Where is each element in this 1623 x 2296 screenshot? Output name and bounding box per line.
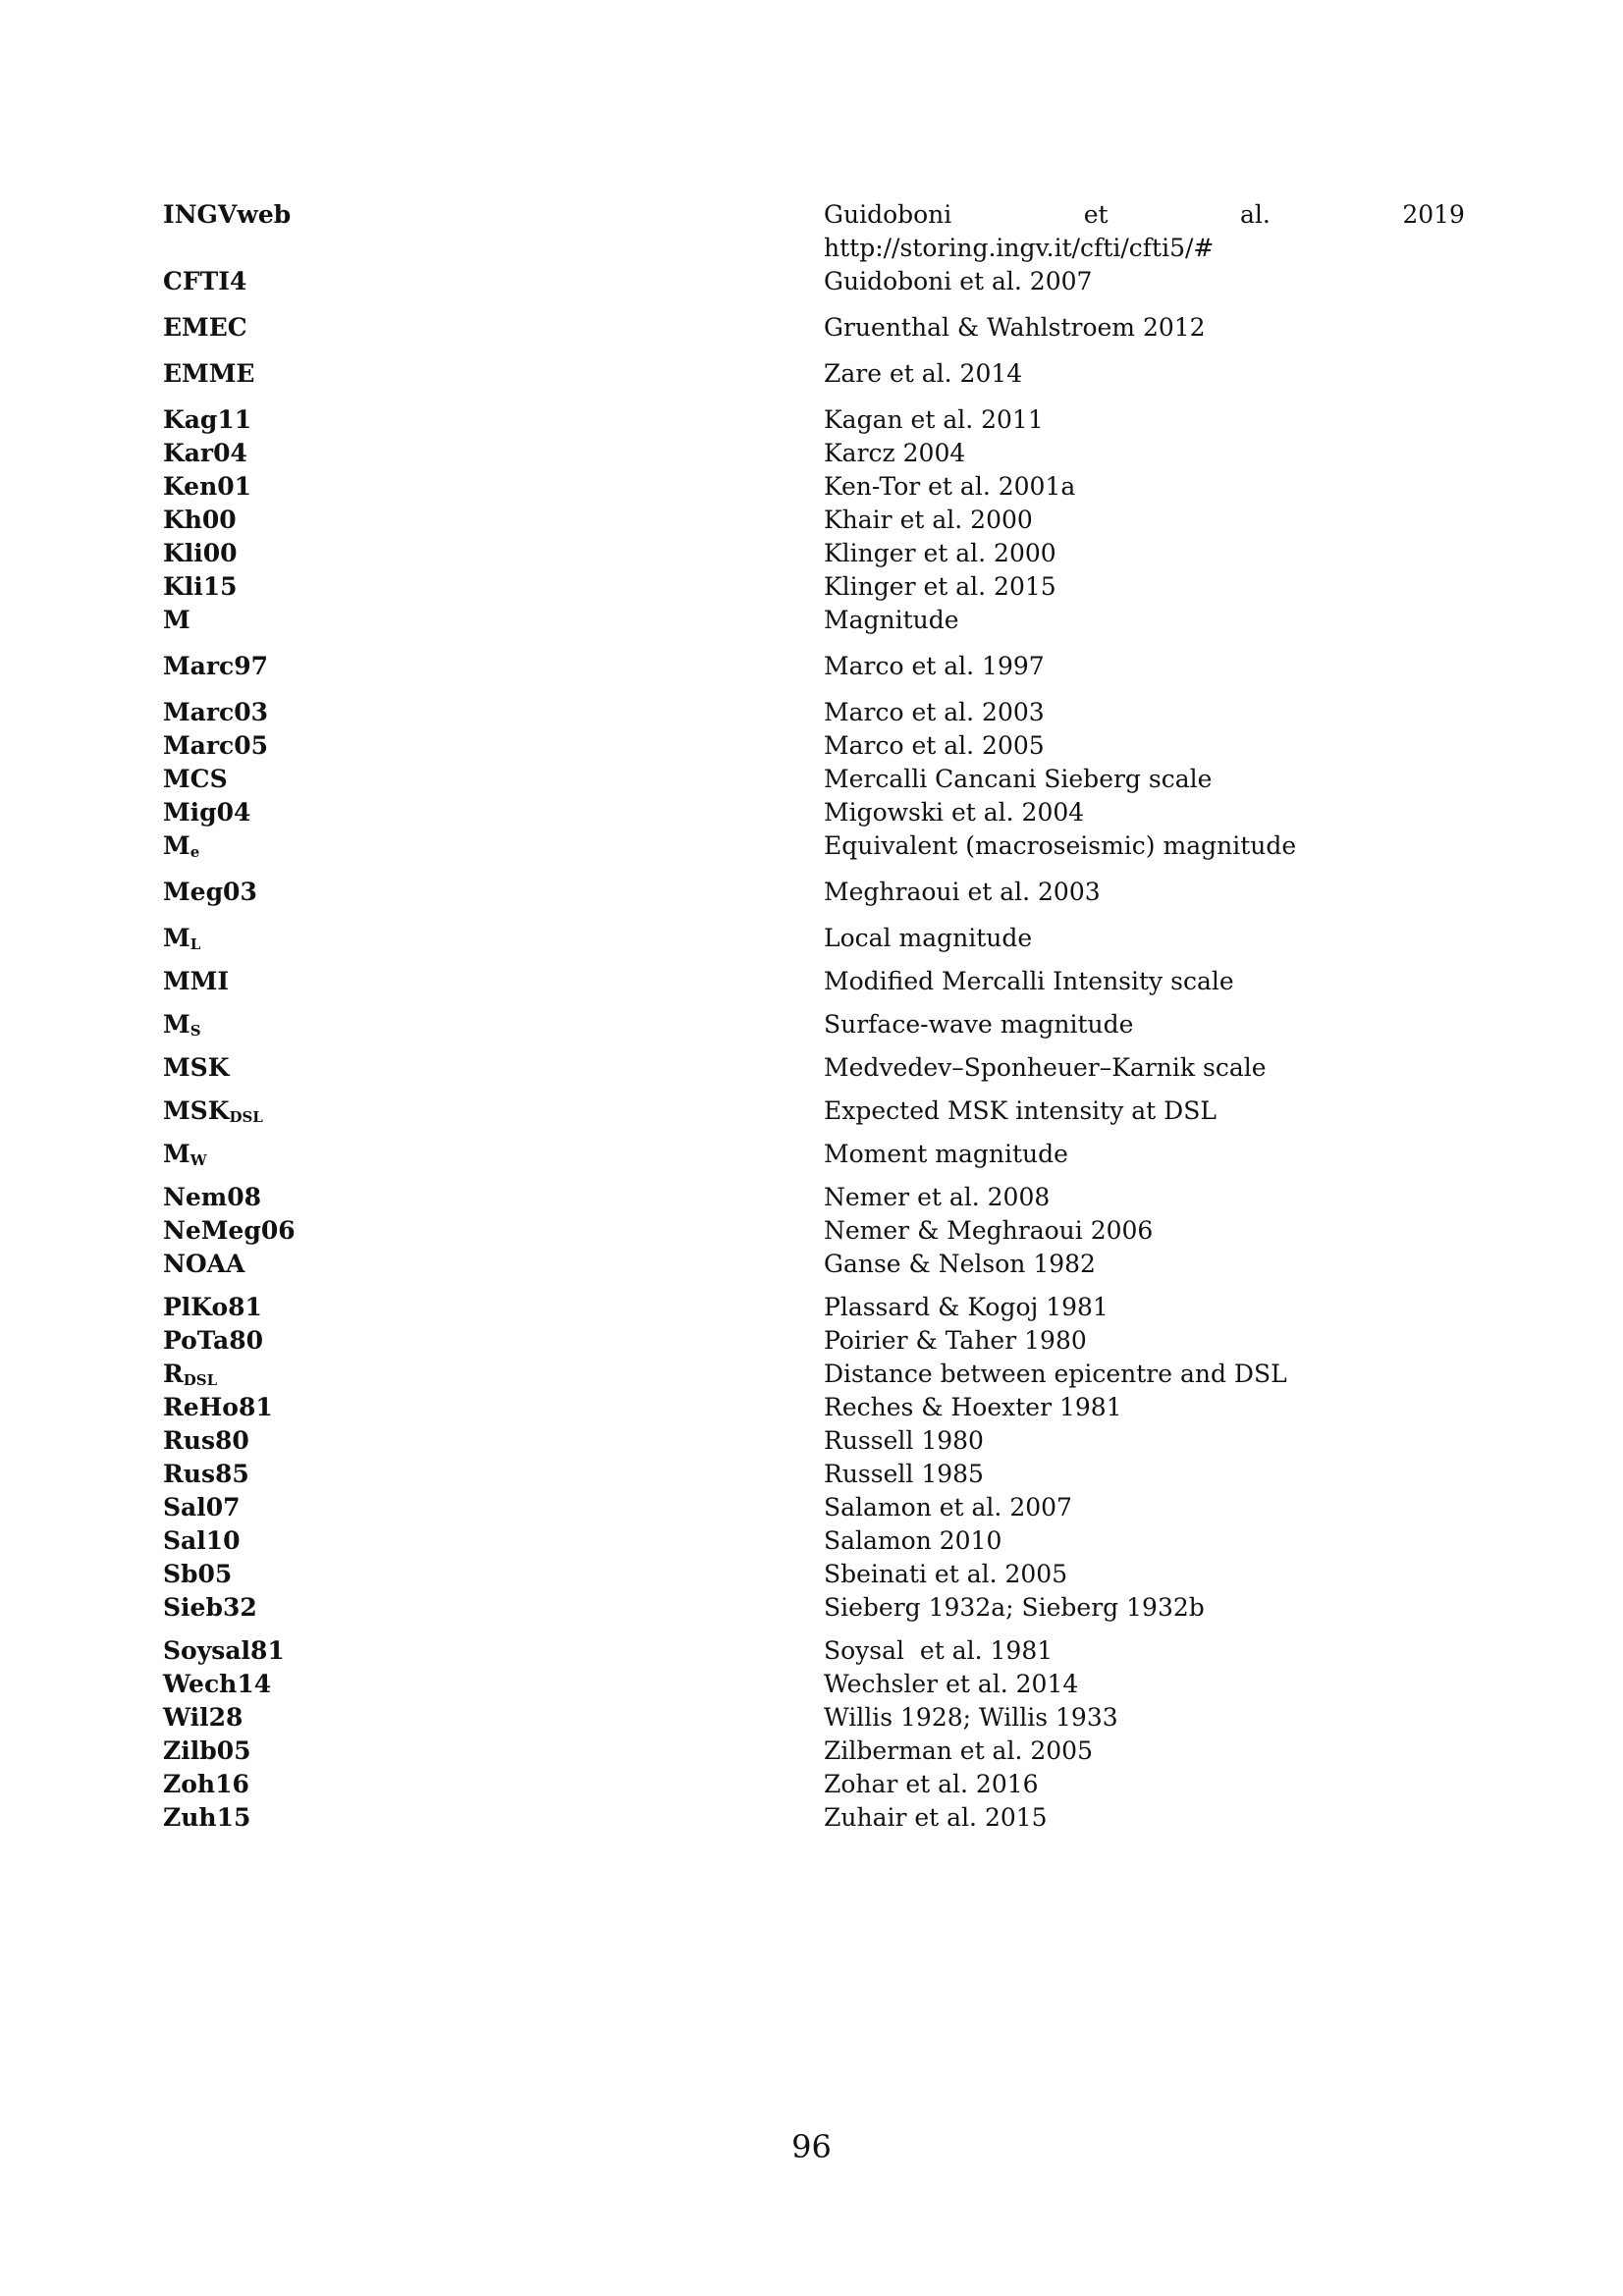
list-item	[163, 1524, 1469, 1558]
description: Poirier & Taher 1980	[824, 1326, 1087, 1355]
description: Gruenthal & Wahlstroem 2012	[824, 313, 1206, 342]
description: Ganse & Nelson 1982	[824, 1250, 1096, 1278]
list-item	[163, 604, 1469, 637]
description: Soysal et al. 1981	[824, 1636, 1054, 1665]
list-item	[163, 265, 1469, 298]
description: Sieberg 1932a; Sieberg 1932b	[824, 1593, 1205, 1622]
list-item	[163, 1095, 1469, 1128]
description: Meghraoui et al. 2003	[824, 878, 1101, 906]
description: Plassard & Kogoj 1981	[824, 1293, 1109, 1321]
abbreviation: MSK	[163, 1053, 230, 1082]
description: Russell 1980	[824, 1426, 984, 1455]
list-item	[163, 1324, 1469, 1358]
list-item	[163, 1291, 1469, 1324]
abbreviation: $MSK_{DSL}$	[163, 1096, 263, 1126]
description: Mercalli Cancani Sieberg scale	[824, 765, 1213, 793]
list-item	[163, 965, 1469, 998]
abbreviation: Nem08	[163, 1183, 261, 1211]
page-number: 96	[791, 2128, 832, 2165]
list-item	[163, 1701, 1469, 1735]
description: Magnitude	[824, 606, 959, 634]
description: Ken-Tor et al. 2001a	[824, 472, 1076, 501]
abbreviation: Sal07	[163, 1493, 241, 1522]
abbreviation: $M_S$	[163, 1010, 201, 1040]
abbreviation: Sal10	[163, 1526, 241, 1555]
abbreviation: $M_L$	[163, 924, 201, 953]
list-item	[163, 1458, 1469, 1491]
description: Klinger et al. 2000	[824, 539, 1056, 567]
abbreviation: Zilb05	[163, 1736, 251, 1765]
abbreviation: PoTa80	[163, 1326, 264, 1355]
description: Russell 1985	[824, 1460, 984, 1488]
description: Sbeinati et al. 2005	[824, 1560, 1068, 1588]
list-item	[163, 1051, 1469, 1085]
abbreviation: Soysal81	[163, 1636, 285, 1665]
description: Marco et al. 2005	[824, 731, 1045, 760]
abbreviation: Ken01	[163, 472, 252, 501]
description: Wechsler et al. 2014	[824, 1670, 1079, 1698]
list-item	[163, 437, 1469, 470]
description: Marco et al. 2003	[824, 698, 1045, 726]
abbreviation: Meg03	[163, 878, 257, 906]
list-item	[163, 1214, 1469, 1248]
list-item	[163, 537, 1469, 570]
description: Klinger et al. 2015	[824, 572, 1056, 601]
list-item	[163, 198, 1469, 265]
description: Nemer & Meghraoui 2006	[824, 1216, 1154, 1245]
description: Distance between epicentre and DSL	[824, 1360, 1287, 1388]
list-item	[163, 1591, 1469, 1625]
abbreviation: Marc05	[163, 731, 269, 760]
abbreviation-list	[163, 198, 1469, 1835]
list-item	[163, 470, 1469, 504]
list-item	[163, 1735, 1469, 1768]
list-item	[163, 1801, 1469, 1835]
abbreviation: EMEC	[163, 313, 247, 342]
description: Marco et al. 1997	[824, 652, 1045, 680]
list-item	[163, 829, 1469, 863]
list-item	[163, 696, 1469, 729]
list-item	[163, 1768, 1469, 1801]
abbreviation: Marc03	[163, 698, 269, 726]
description: Guidoboni et al. 2007	[824, 267, 1093, 295]
abbreviation: Rus80	[163, 1426, 249, 1455]
list-item	[163, 1491, 1469, 1524]
description: Salamon 2010	[824, 1526, 1002, 1555]
list-item	[163, 922, 1469, 955]
list-item	[163, 796, 1469, 829]
list-item	[163, 1138, 1469, 1171]
list-item	[163, 1248, 1469, 1281]
abbreviation: Sb05	[163, 1560, 233, 1588]
description: Khair et al. 2000	[824, 506, 1033, 534]
description: Local magnitude	[824, 924, 1033, 952]
abbreviation: Kli00	[163, 539, 238, 567]
list-item	[163, 1181, 1469, 1214]
description: Karcz 2004	[824, 439, 966, 467]
list-item	[163, 729, 1469, 763]
list-item	[163, 763, 1469, 796]
description: Moment magnitude	[824, 1140, 1068, 1168]
list-item	[163, 1358, 1469, 1391]
abbreviation: Kar04	[163, 439, 247, 467]
description: Willis 1928; Willis 1933	[824, 1703, 1118, 1732]
abbreviation: EMME	[163, 359, 255, 388]
description: Nemer et al. 2008	[824, 1183, 1051, 1211]
description: Modified Mercalli Intensity scale	[824, 967, 1234, 995]
description: Surface-wave magnitude	[824, 1010, 1134, 1039]
list-item	[163, 1634, 1469, 1668]
abbreviation: Sieb32	[163, 1593, 257, 1622]
description: Equivalent (macroseismic) magnitude	[824, 831, 1297, 860]
abbreviation: Marc97	[163, 652, 269, 680]
abbreviation: Wil28	[163, 1703, 243, 1732]
abbreviation: CFTI4	[163, 267, 247, 295]
list-item	[163, 504, 1469, 537]
list-item	[163, 1424, 1469, 1458]
description: Zilberman et al. 2005	[824, 1736, 1093, 1765]
list-item	[163, 650, 1469, 683]
description: Migowski et al. 2004	[824, 798, 1085, 827]
description: Kagan et al. 2011	[824, 405, 1044, 434]
abbreviation: MMI	[163, 967, 230, 995]
abbreviation: INGVweb	[163, 200, 292, 229]
abbreviation: Zoh16	[163, 1770, 249, 1798]
description: Zohar et al. 2016	[824, 1770, 1039, 1798]
abbreviation: ReHo81	[163, 1393, 273, 1421]
list-item	[163, 403, 1469, 437]
list-item	[163, 876, 1469, 909]
abbreviation: NOAA	[163, 1250, 245, 1278]
description: Salamon et al. 2007	[824, 1493, 1072, 1522]
list-item	[163, 1008, 1469, 1041]
abbreviation: $M_W$	[163, 1140, 207, 1169]
abbreviation: Kli15	[163, 572, 238, 601]
list-item	[163, 1558, 1469, 1591]
description: Expected MSK intensity at DSL	[824, 1096, 1217, 1125]
abbreviation: $R_{DSL}$	[163, 1360, 218, 1389]
list-item	[163, 1668, 1469, 1701]
description: Medvedev–Sponheuer–Karnik scale	[824, 1053, 1267, 1082]
description: Zuhair et al. 2015	[824, 1803, 1048, 1832]
abbreviation: Wech14	[163, 1670, 272, 1698]
description: Guidoboni et al. 2019	[824, 200, 1465, 229]
abbreviation: $M_e$	[163, 831, 200, 861]
abbreviation: Kag11	[163, 405, 252, 434]
list-item	[163, 570, 1469, 604]
abbreviation: PlKo81	[163, 1293, 262, 1321]
list-item	[163, 1391, 1469, 1424]
abbreviation: Kh00	[163, 506, 237, 534]
description: Zare et al. 2014	[824, 359, 1023, 388]
abbreviation: M	[163, 606, 190, 634]
abbreviation: MCS	[163, 765, 228, 793]
abbreviation: Rus85	[163, 1460, 249, 1488]
abbreviation: Zuh15	[163, 1803, 251, 1832]
description-url: http://storing.ingv.it/cfti/cfti5/#	[824, 234, 1215, 262]
list-item	[163, 357, 1469, 391]
list-item	[163, 311, 1469, 345]
abbreviation: NeMeg06	[163, 1216, 296, 1245]
description: Reches & Hoexter 1981	[824, 1393, 1122, 1421]
abbreviation: Mig04	[163, 798, 251, 827]
